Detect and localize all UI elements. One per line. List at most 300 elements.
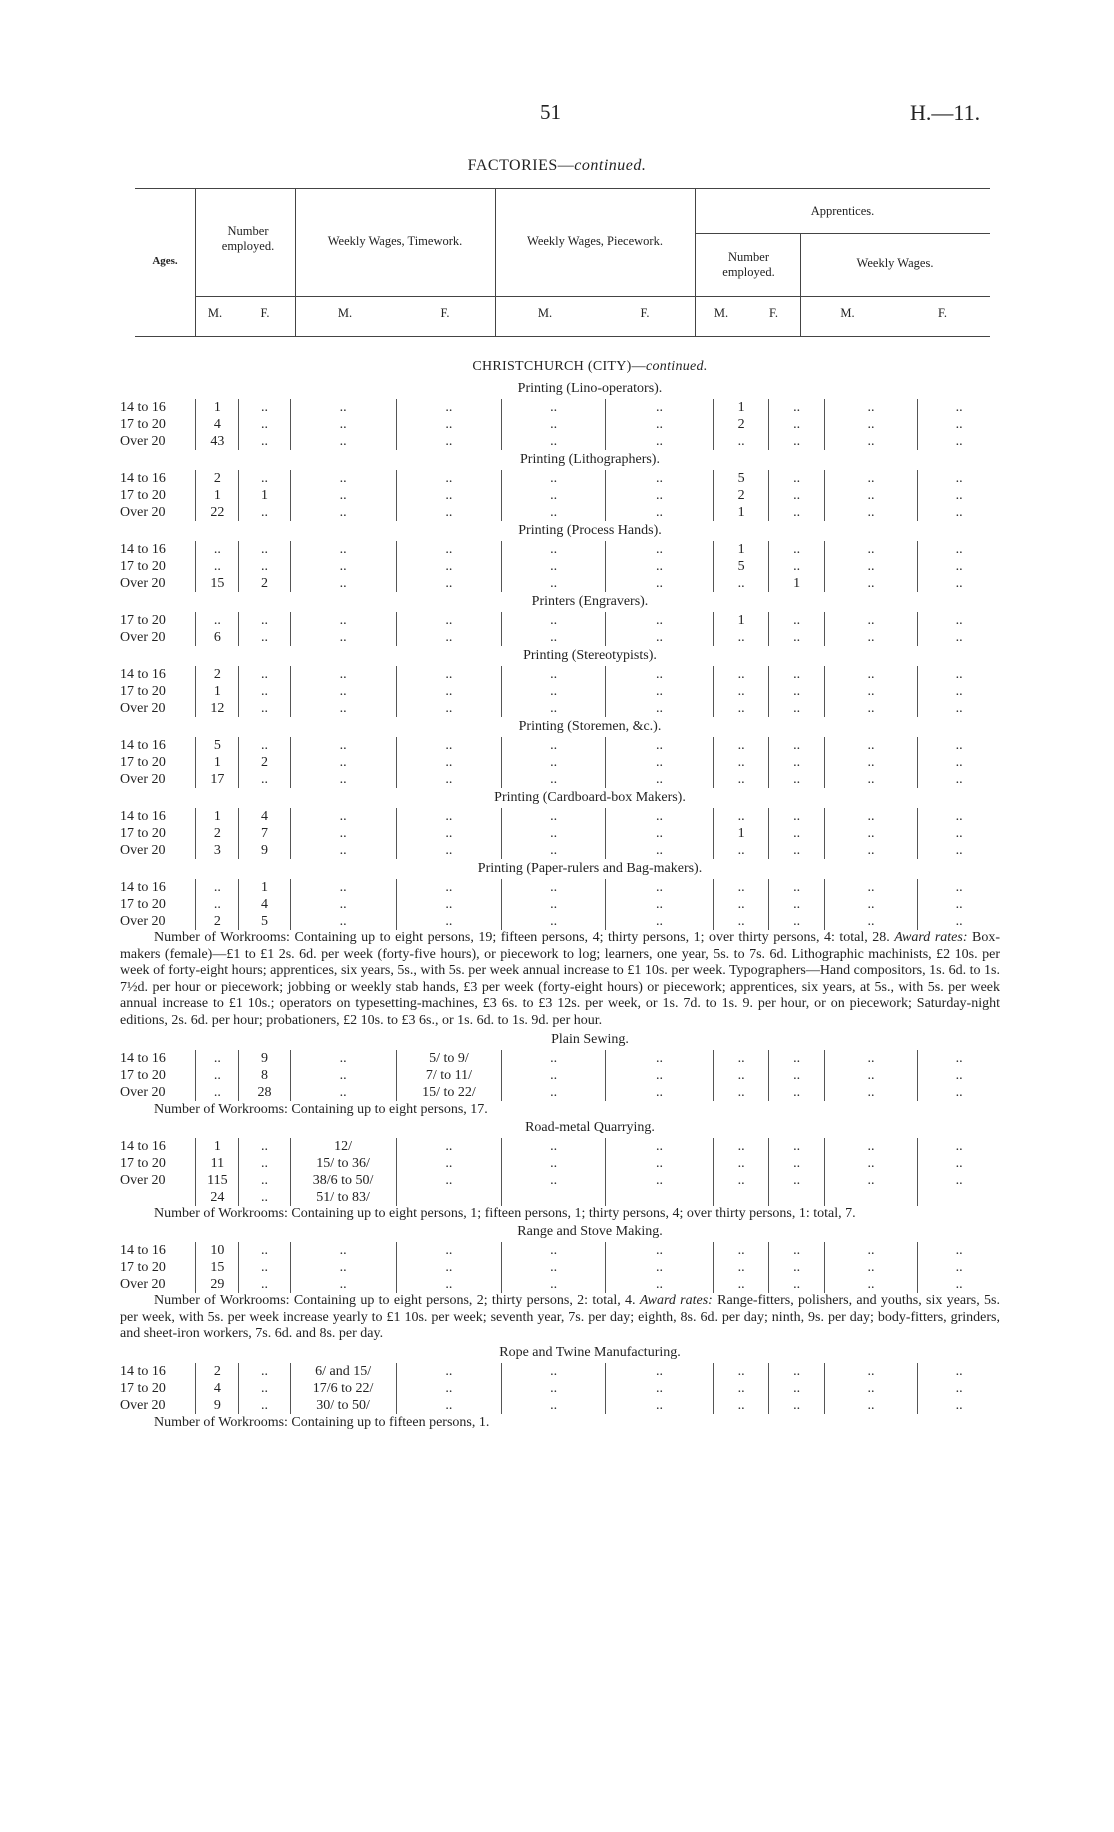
- value-cell: ..: [606, 1155, 714, 1172]
- section-note: Number of Workrooms: Containing up to eight persons, 19; fifteen persons, 4; thirty persons, 1; over thirty persons, 4: total, 28. Award rates: Box-makers (female)—£1 to £1 2s. 6d. per week (forty-five hours), or piecework to log; learners, one year, 5s. to 7s. 6d. Lithographic machinists, £2 10s. per week of forty-eight hours; apprentices, six years, 5s., with 5s. per week annual increase to £1 10s. per week. Typographers—Hand compositors, 1s. 6d. to 1s. 7½d. per hour or piecework; jobbing or weekly stab hands, £3 per week (forty-eight hours) or piecework; apprentices, six years, at 5s., with 5s. per week annual increase to £1 10s.; operators on typesetting-machines, £3 6s. to £3 12s. per week, or 1s. 7d. to 1s. 9. per hour, or on piecework; Saturday-night editions, 2s. 6d. per hour; probationers, £2 10s. to £3 6s., or 1s. 6d. to 1s. 9d. per hour.: [120, 930, 1000, 1028]
- value-cell: ..: [713, 1155, 769, 1172]
- value-cell: ..: [769, 1242, 825, 1259]
- value-cell: ..: [502, 558, 606, 575]
- value-cell: ..: [290, 1276, 396, 1293]
- value-cell: ..: [290, 825, 396, 842]
- value-cell: 1: [196, 754, 239, 771]
- value-cell: ..: [713, 842, 769, 859]
- value-cell: 2: [713, 416, 769, 433]
- value-cell: ..: [769, 808, 825, 825]
- value-cell: ..: [239, 1189, 290, 1206]
- value-cell: ..: [824, 808, 917, 825]
- section-title: Printing (Stereotypists).: [523, 648, 657, 663]
- value-cell: ..: [824, 1259, 917, 1276]
- value-cell: ..: [769, 683, 825, 700]
- value-cell: ..: [606, 541, 714, 558]
- age-cell: 14 to 16: [120, 542, 166, 557]
- value-cell: ..: [290, 433, 396, 450]
- value-cell: 17/6 to 22/: [290, 1380, 396, 1397]
- table-row: [120, 487, 1000, 504]
- age-cell: 14 to 16: [120, 1138, 166, 1154]
- value-cell: 30/ to 50/: [290, 1397, 396, 1414]
- value-cell: 24: [196, 1189, 239, 1206]
- value-cell: ..: [918, 1050, 1000, 1067]
- value-cell: ..: [824, 575, 917, 592]
- value-cell: ..: [502, 612, 606, 629]
- value-cell: ..: [239, 700, 290, 717]
- age-cell: 14 to 16: [120, 1243, 166, 1259]
- table-row: [120, 896, 1000, 913]
- value-cell: ..: [713, 575, 769, 592]
- value-cell: ..: [769, 1276, 825, 1293]
- value-cell: ..: [290, 808, 396, 825]
- page-number: 51: [540, 100, 561, 124]
- age-cell: 17 to 20: [120, 559, 166, 574]
- age-cell: Over 20: [120, 914, 166, 929]
- value-cell: 2: [196, 913, 239, 930]
- value-cell: ..: [769, 1084, 825, 1101]
- value-cell: ..: [396, 558, 502, 575]
- value-cell: [918, 1189, 1000, 1206]
- section-title: Printing (Lino-operators).: [517, 381, 663, 396]
- age-cell: 17 to 20: [120, 1155, 166, 1171]
- value-cell: ..: [239, 771, 290, 788]
- value-cell: ..: [239, 1397, 290, 1414]
- value-cell: ..: [918, 612, 1000, 629]
- age-cell: Over 20: [120, 1172, 166, 1188]
- value-cell: ..: [918, 629, 1000, 646]
- value-cell: 17: [196, 771, 239, 788]
- age-cell: 17 to 20: [120, 417, 166, 432]
- age-cell: 17 to 20: [120, 897, 166, 912]
- value-cell: ..: [824, 737, 917, 754]
- value-cell: ..: [606, 1276, 714, 1293]
- value-cell: 29: [196, 1276, 239, 1293]
- value-cell: 7/ to 11/: [396, 1067, 502, 1084]
- value-cell: 6/ and 15/: [290, 1363, 396, 1380]
- value-cell: ..: [502, 700, 606, 717]
- age-cell: Over 20: [120, 1084, 166, 1100]
- value-cell: 9: [239, 1050, 290, 1067]
- table-row: [120, 1242, 1000, 1259]
- table-row: [120, 399, 1000, 416]
- value-cell: ..: [769, 737, 825, 754]
- value-cell: ..: [290, 399, 396, 416]
- age-cell: [120, 1189, 196, 1206]
- header-m: M.: [840, 306, 855, 320]
- value-cell: 28: [239, 1084, 290, 1101]
- value-cell: 15/ to 22/: [396, 1084, 502, 1101]
- value-cell: ..: [502, 1138, 606, 1155]
- age-cell: 14 to 16: [120, 1363, 166, 1379]
- value-cell: ..: [918, 1155, 1000, 1172]
- value-cell: ..: [824, 416, 917, 433]
- value-cell: ..: [769, 1155, 825, 1172]
- value-cell: 1: [713, 504, 769, 521]
- value-cell: ..: [290, 416, 396, 433]
- value-cell: ..: [502, 416, 606, 433]
- section-table: [120, 399, 1000, 450]
- value-cell: ..: [606, 771, 714, 788]
- value-cell: ..: [918, 666, 1000, 683]
- value-cell: ..: [290, 896, 396, 913]
- value-cell: ..: [769, 771, 825, 788]
- value-cell: ..: [713, 1138, 769, 1155]
- value-cell: ..: [769, 399, 825, 416]
- table-row: [120, 558, 1000, 575]
- value-cell: ..: [713, 737, 769, 754]
- value-cell: ..: [824, 541, 917, 558]
- value-cell: ..: [918, 771, 1000, 788]
- value-cell: ..: [290, 1050, 396, 1067]
- value-cell: ..: [824, 842, 917, 859]
- value-cell: ..: [769, 612, 825, 629]
- value-cell: ..: [502, 896, 606, 913]
- value-cell: ..: [239, 737, 290, 754]
- section-note: Number of Workrooms: Containing up to eight persons, 2; thirty persons, 2: total, 4. Award rates: Range-fitters, polishers, and youths, six years, 5s. per week, with 5s. per week increase yearly to £1 10s. per week; seventh year, 7s. per day; eighth, 8s. 6d. per day; ninth, 9s. per day; body-fitters, grinders, and sheet-iron workers, 7s. 6d. and 8s. per day.: [120, 1293, 1000, 1342]
- value-cell: ..: [290, 487, 396, 504]
- value-cell: ..: [396, 504, 502, 521]
- value-cell: ..: [196, 541, 239, 558]
- value-cell: ..: [502, 808, 606, 825]
- value-cell: 2: [239, 754, 290, 771]
- value-cell: ..: [239, 1276, 290, 1293]
- value-cell: 9: [196, 1397, 239, 1414]
- section-title: Printing (Paper-rulers and Bag-makers).: [477, 861, 703, 876]
- value-cell: ..: [824, 1242, 917, 1259]
- value-cell: ..: [396, 842, 502, 859]
- value-cell: ..: [290, 1259, 396, 1276]
- value-cell: ..: [606, 470, 714, 487]
- value-cell: ..: [824, 629, 917, 646]
- table-row: [120, 433, 1000, 450]
- value-cell: ..: [824, 1050, 917, 1067]
- value-cell: 12/: [290, 1138, 396, 1155]
- value-cell: ..: [918, 913, 1000, 930]
- value-cell: ..: [769, 1363, 825, 1380]
- header-f: F.: [768, 306, 779, 320]
- value-cell: ..: [918, 470, 1000, 487]
- value-cell: ..: [502, 1067, 606, 1084]
- header-weekly-wages-piecework: Weekly Wages, Piecework.: [527, 234, 663, 248]
- value-cell: ..: [606, 1172, 714, 1189]
- value-cell: ..: [713, 1259, 769, 1276]
- value-cell: ..: [396, 575, 502, 592]
- value-cell: ..: [824, 433, 917, 450]
- value-cell: 4: [196, 416, 239, 433]
- section-table: [120, 470, 1000, 521]
- value-cell: ..: [918, 575, 1000, 592]
- value-cell: ..: [290, 541, 396, 558]
- value-cell: ..: [769, 629, 825, 646]
- value-cell: 2: [713, 487, 769, 504]
- value-cell: ..: [502, 487, 606, 504]
- value-cell: ..: [769, 913, 825, 930]
- age-cell: 14 to 16: [120, 738, 166, 753]
- value-cell: 4: [239, 808, 290, 825]
- value-cell: ..: [502, 629, 606, 646]
- value-cell: ..: [824, 879, 917, 896]
- value-cell: ..: [606, 700, 714, 717]
- value-cell: 5: [713, 558, 769, 575]
- value-cell: ..: [918, 1242, 1000, 1259]
- value-cell: ..: [769, 666, 825, 683]
- value-cell: ..: [824, 470, 917, 487]
- value-cell: ..: [769, 433, 825, 450]
- value-cell: ..: [769, 754, 825, 771]
- value-cell: ..: [713, 1397, 769, 1414]
- value-cell: ..: [769, 879, 825, 896]
- value-cell: ..: [713, 666, 769, 683]
- value-cell: 2: [196, 470, 239, 487]
- value-cell: ..: [290, 771, 396, 788]
- section-table: [120, 1050, 1000, 1101]
- table-row: [120, 1155, 1000, 1172]
- value-cell: ..: [918, 416, 1000, 433]
- table-row: [120, 913, 1000, 930]
- value-cell: ..: [239, 612, 290, 629]
- header-m: M.: [337, 306, 353, 320]
- value-cell: 1: [769, 575, 825, 592]
- value-cell: ..: [196, 896, 239, 913]
- value-cell: ..: [606, 666, 714, 683]
- value-cell: 1: [713, 541, 769, 558]
- table-row: [120, 1189, 1000, 1206]
- value-cell: ..: [769, 825, 825, 842]
- value-cell: ..: [824, 896, 917, 913]
- value-cell: ..: [918, 700, 1000, 717]
- value-cell: ..: [502, 825, 606, 842]
- age-cell: 14 to 16: [120, 400, 166, 415]
- value-cell: ..: [502, 666, 606, 683]
- header-appr-number-employed: Number employed.: [722, 250, 775, 279]
- value-cell: ..: [502, 771, 606, 788]
- value-cell: ..: [918, 879, 1000, 896]
- value-cell: ..: [290, 612, 396, 629]
- value-cell: ..: [713, 700, 769, 717]
- value-cell: ..: [824, 1397, 917, 1414]
- age-cell: 17 to 20: [120, 1380, 166, 1396]
- value-cell: ..: [769, 1138, 825, 1155]
- age-cell: 17 to 20: [120, 1260, 166, 1276]
- value-cell: ..: [918, 433, 1000, 450]
- value-cell: ..: [769, 504, 825, 521]
- value-cell: ..: [290, 737, 396, 754]
- value-cell: ..: [824, 700, 917, 717]
- table-row: [120, 612, 1000, 629]
- value-cell: 2: [196, 666, 239, 683]
- section-title: Plain Sewing.: [551, 1031, 629, 1047]
- value-cell: ..: [769, 1397, 825, 1414]
- table-row: [120, 1050, 1000, 1067]
- value-cell: ..: [502, 1363, 606, 1380]
- value-cell: ..: [290, 754, 396, 771]
- value-cell: ..: [396, 399, 502, 416]
- value-cell: [396, 1189, 502, 1206]
- value-cell: ..: [396, 808, 502, 825]
- section-table: [120, 666, 1000, 717]
- value-cell: ..: [396, 1363, 502, 1380]
- value-cell: 1: [713, 612, 769, 629]
- section-note: Number of Workrooms: Containing up to eight persons, 17.: [154, 1101, 488, 1117]
- value-cell: ..: [239, 416, 290, 433]
- section-table: [120, 1363, 1000, 1414]
- value-cell: ..: [290, 879, 396, 896]
- value-cell: ..: [824, 754, 917, 771]
- value-cell: ..: [290, 700, 396, 717]
- table-row: [120, 825, 1000, 842]
- value-cell: 1: [196, 683, 239, 700]
- value-cell: ..: [918, 399, 1000, 416]
- value-cell: ..: [239, 1363, 290, 1380]
- value-cell: ..: [713, 808, 769, 825]
- value-cell: ..: [396, 541, 502, 558]
- age-cell: Over 20: [120, 701, 166, 716]
- header-f: F.: [640, 306, 650, 320]
- table-row: [120, 504, 1000, 521]
- value-cell: ..: [824, 504, 917, 521]
- value-cell: 15/ to 36/: [290, 1155, 396, 1172]
- value-cell: ..: [502, 1380, 606, 1397]
- value-cell: [824, 1189, 917, 1206]
- table-row: [120, 879, 1000, 896]
- section-title: Range and Stove Making.: [517, 1224, 663, 1240]
- value-cell: ..: [606, 1259, 714, 1276]
- value-cell: ..: [239, 558, 290, 575]
- age-cell: 14 to 16: [120, 1050, 166, 1066]
- value-cell: 22: [196, 504, 239, 521]
- value-cell: ..: [606, 1067, 714, 1084]
- section-table: [120, 612, 1000, 646]
- value-cell: ..: [606, 612, 714, 629]
- value-cell: ..: [824, 1138, 917, 1155]
- value-cell: ..: [824, 825, 917, 842]
- value-cell: ..: [918, 1259, 1000, 1276]
- age-cell: 14 to 16: [120, 809, 166, 824]
- value-cell: ..: [918, 1363, 1000, 1380]
- value-cell: 12: [196, 700, 239, 717]
- value-cell: ..: [606, 1050, 714, 1067]
- value-cell: ..: [290, 470, 396, 487]
- section-title: Printing (Cardboard-box Makers).: [494, 790, 686, 805]
- value-cell: ..: [396, 913, 502, 930]
- value-cell: ..: [239, 1138, 290, 1155]
- header-number-employed: Number employed.: [221, 224, 275, 253]
- value-cell: ..: [290, 629, 396, 646]
- value-cell: ..: [239, 666, 290, 683]
- value-cell: ..: [918, 1397, 1000, 1414]
- value-cell: ..: [918, 896, 1000, 913]
- value-cell: ..: [502, 879, 606, 896]
- section-table: [120, 1138, 1000, 1206]
- value-cell: ..: [824, 612, 917, 629]
- value-cell: ..: [606, 913, 714, 930]
- value-cell: ..: [396, 825, 502, 842]
- value-cell: ..: [918, 1084, 1000, 1101]
- value-cell: ..: [290, 683, 396, 700]
- value-cell: ..: [824, 399, 917, 416]
- age-cell: 17 to 20: [120, 684, 166, 699]
- value-cell: ..: [713, 896, 769, 913]
- value-cell: ..: [769, 558, 825, 575]
- value-cell: ..: [824, 666, 917, 683]
- value-cell: ..: [290, 575, 396, 592]
- value-cell: ..: [239, 1242, 290, 1259]
- value-cell: ..: [606, 504, 714, 521]
- value-cell: ..: [824, 771, 917, 788]
- value-cell: ..: [502, 541, 606, 558]
- value-cell: ..: [396, 700, 502, 717]
- value-cell: ..: [713, 1050, 769, 1067]
- value-cell: 1: [713, 825, 769, 842]
- age-cell: Over 20: [120, 434, 166, 449]
- value-cell: 4: [239, 896, 290, 913]
- value-cell: ..: [824, 1363, 917, 1380]
- page-title: FACTORIES—continued.: [467, 157, 647, 174]
- value-cell: ..: [502, 1172, 606, 1189]
- value-cell: ..: [290, 1067, 396, 1084]
- value-cell: 1: [239, 487, 290, 504]
- header-ages: Ages.: [152, 255, 178, 267]
- table-row: [120, 700, 1000, 717]
- value-cell: ..: [396, 1155, 502, 1172]
- value-cell: ..: [239, 1172, 290, 1189]
- value-cell: ..: [713, 913, 769, 930]
- value-cell: ..: [769, 1067, 825, 1084]
- value-cell: 3: [196, 842, 239, 859]
- value-cell: ..: [290, 913, 396, 930]
- value-cell: ..: [396, 470, 502, 487]
- value-cell: ..: [918, 825, 1000, 842]
- table-row: [120, 666, 1000, 683]
- value-cell: 5: [239, 913, 290, 930]
- value-cell: ..: [918, 541, 1000, 558]
- value-cell: [606, 1189, 714, 1206]
- value-cell: ..: [290, 842, 396, 859]
- value-cell: ..: [396, 416, 502, 433]
- table-row: [120, 1363, 1000, 1380]
- table-header: [135, 188, 990, 338]
- value-cell: [713, 1189, 769, 1206]
- header-f: F.: [440, 306, 450, 320]
- value-cell: ..: [713, 879, 769, 896]
- age-cell: 17 to 20: [120, 755, 166, 770]
- value-cell: ..: [396, 1138, 502, 1155]
- value-cell: 15: [196, 575, 239, 592]
- header-weekly-wages-timework: Weekly Wages, Timework.: [327, 234, 463, 248]
- value-cell: ..: [606, 629, 714, 646]
- value-cell: ..: [769, 700, 825, 717]
- value-cell: ..: [239, 433, 290, 450]
- value-cell: ..: [502, 913, 606, 930]
- value-cell: ..: [396, 683, 502, 700]
- document-reference: H.—11.: [910, 100, 981, 125]
- value-cell: ..: [918, 558, 1000, 575]
- table-row: [120, 1397, 1000, 1414]
- value-cell: ..: [396, 1380, 502, 1397]
- table-row: [120, 737, 1000, 754]
- value-cell: ..: [918, 1138, 1000, 1155]
- value-cell: ..: [502, 575, 606, 592]
- value-cell: ..: [396, 737, 502, 754]
- value-cell: ..: [606, 896, 714, 913]
- value-cell: ..: [713, 629, 769, 646]
- value-cell: ..: [396, 1259, 502, 1276]
- value-cell: ..: [239, 399, 290, 416]
- table-row: [120, 1259, 1000, 1276]
- section-table: [120, 808, 1000, 859]
- value-cell: ..: [824, 558, 917, 575]
